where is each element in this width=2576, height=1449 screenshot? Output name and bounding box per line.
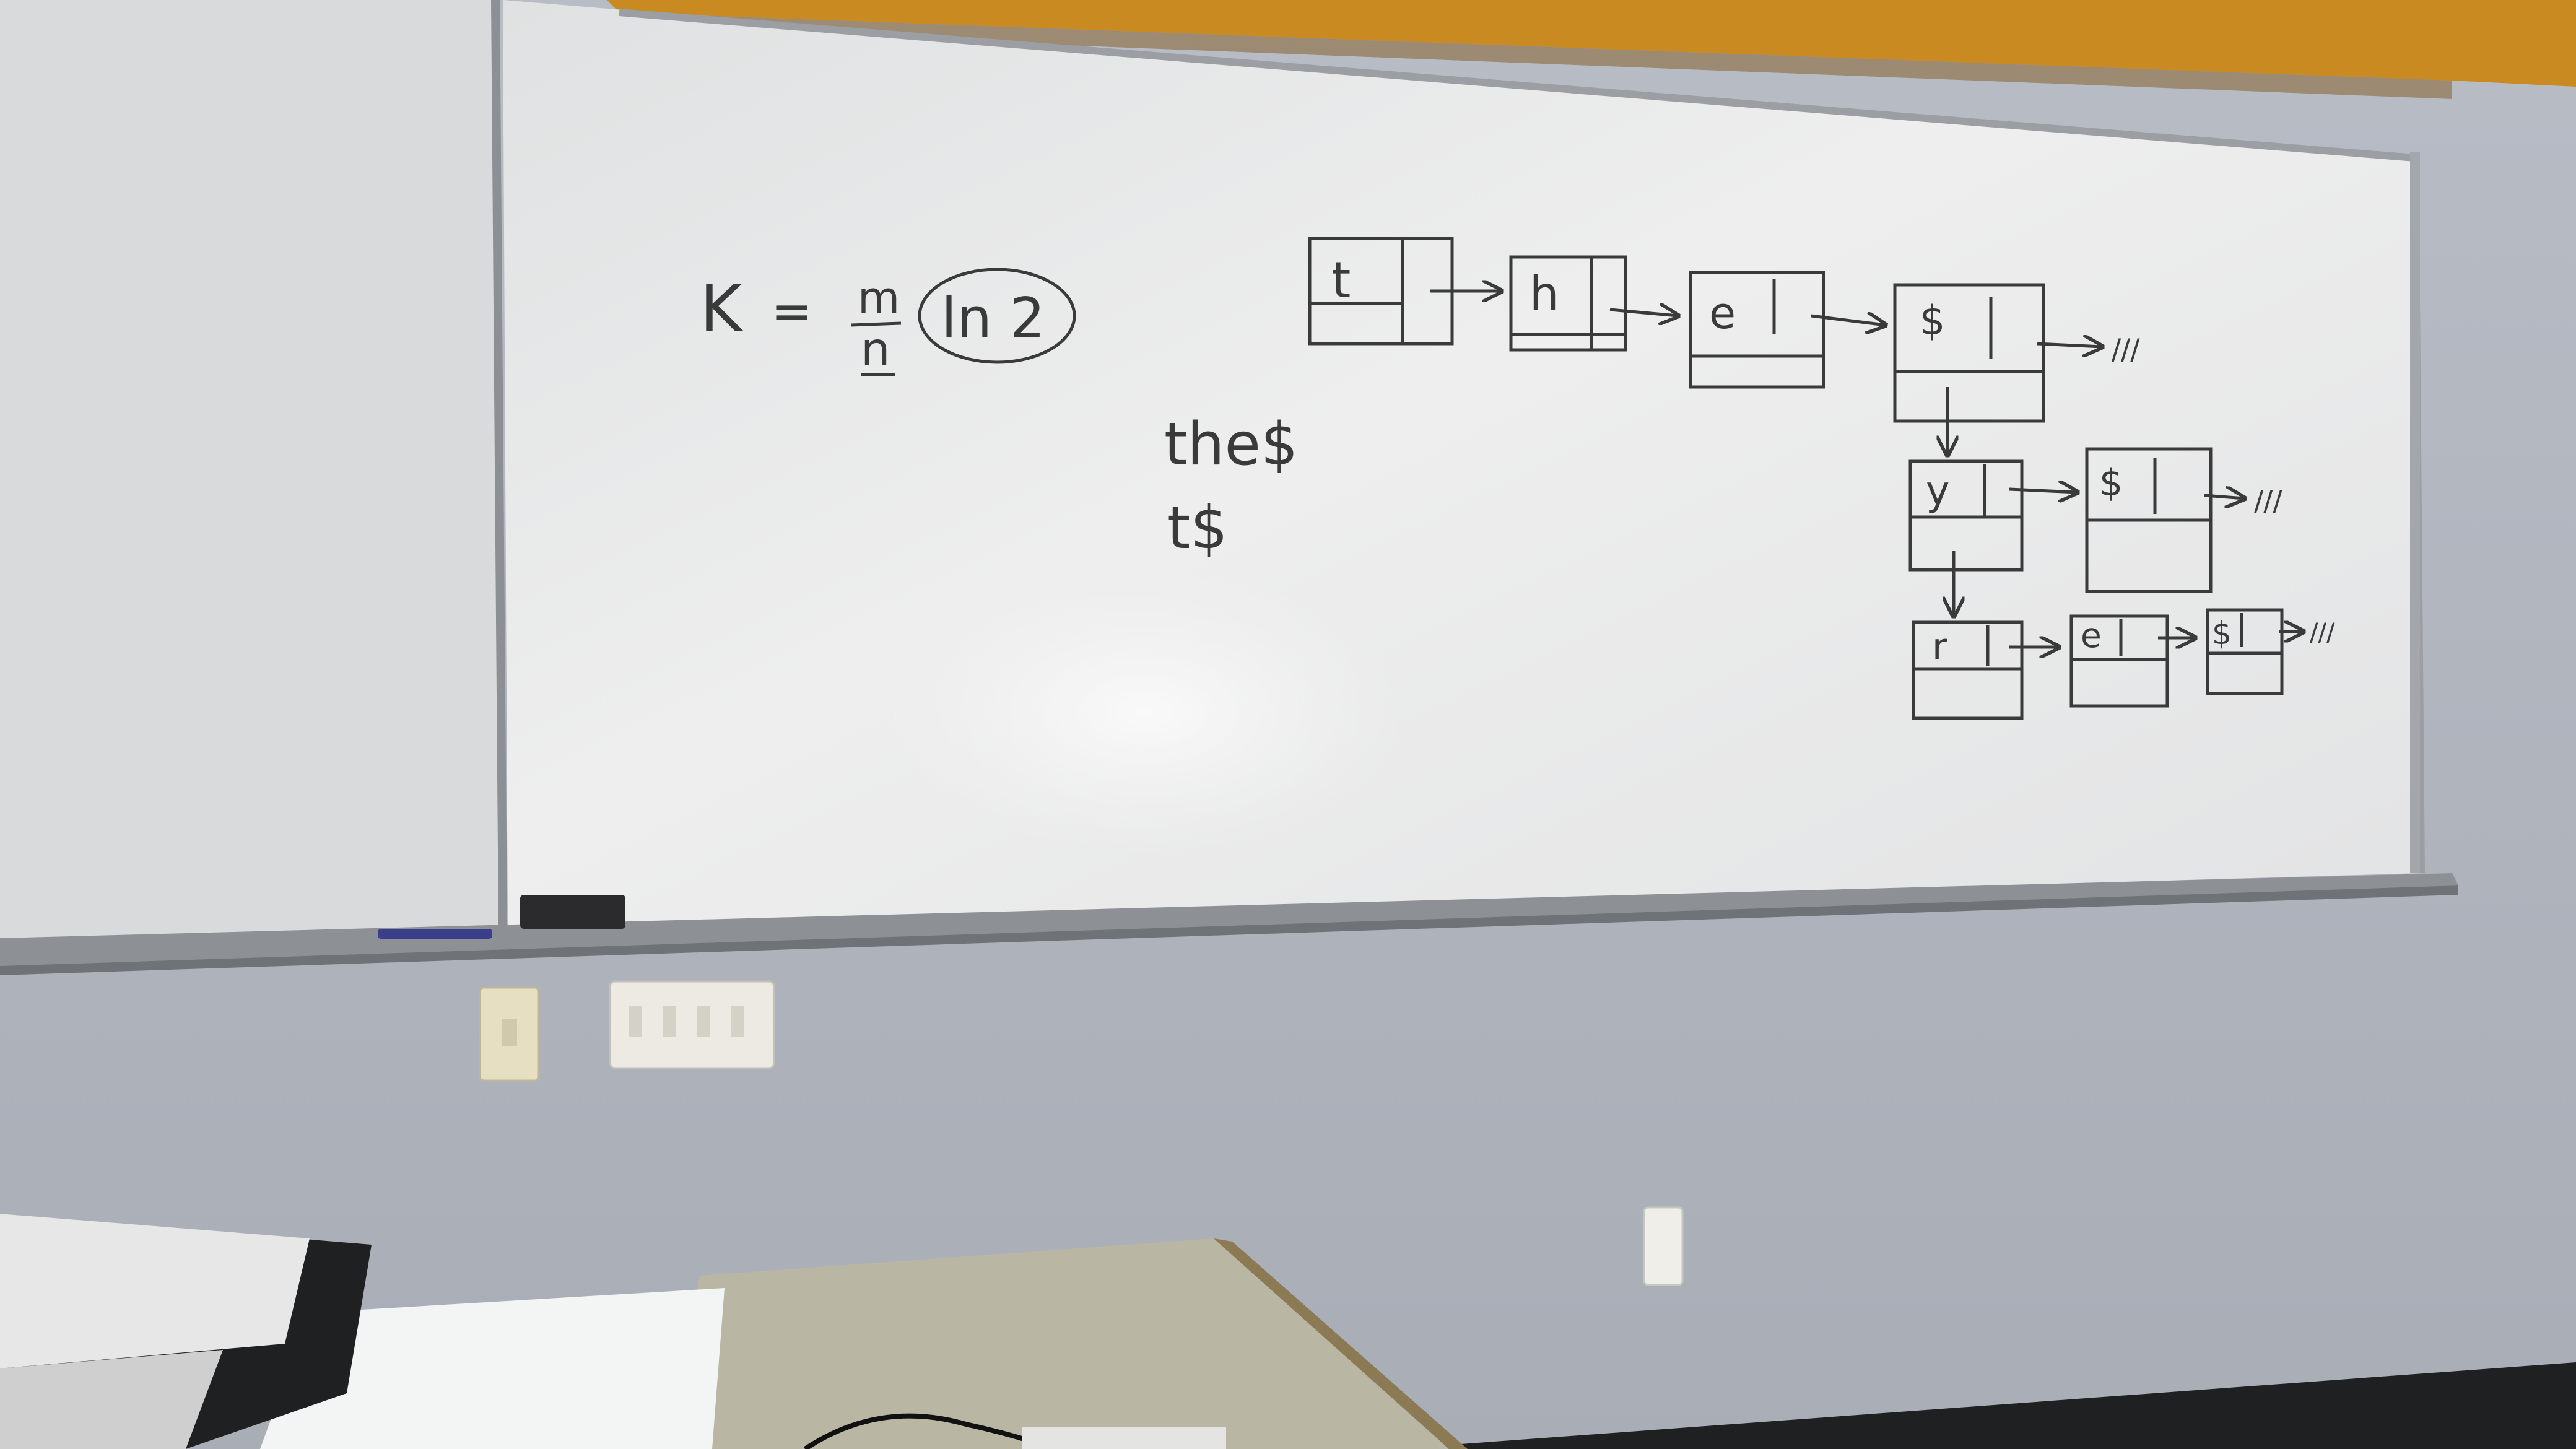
formula-circled: ln 2 [941, 286, 1045, 351]
formula-k: K [700, 271, 742, 347]
null-marker: /// [2254, 485, 2282, 518]
node-label: r [1932, 625, 1947, 669]
node-label: e [2081, 616, 2102, 655]
node-label: e [1709, 288, 1736, 339]
word-t: t$ [1167, 494, 1228, 562]
eraser [520, 895, 625, 929]
node-label: $ [2212, 616, 2232, 651]
node-label: y [1926, 468, 1950, 515]
main-whiteboard [503, 0, 2421, 929]
formula-equals: = [771, 282, 813, 340]
light-glare [886, 570, 1406, 855]
node-label: t [1331, 251, 1351, 309]
left-whiteboard [0, 0, 502, 941]
formula-denominator: n [861, 322, 890, 376]
node-label: h [1530, 266, 1559, 321]
marker [378, 929, 492, 939]
word-the: the$ [1164, 411, 1299, 479]
formula-numerator: m [858, 272, 900, 323]
null-marker: /// [2112, 333, 2140, 366]
null-marker: /// [2310, 619, 2335, 647]
node-label: $ [2099, 461, 2123, 505]
node-label: $ [1920, 298, 1946, 344]
wall-outlet [1644, 1208, 1682, 1285]
